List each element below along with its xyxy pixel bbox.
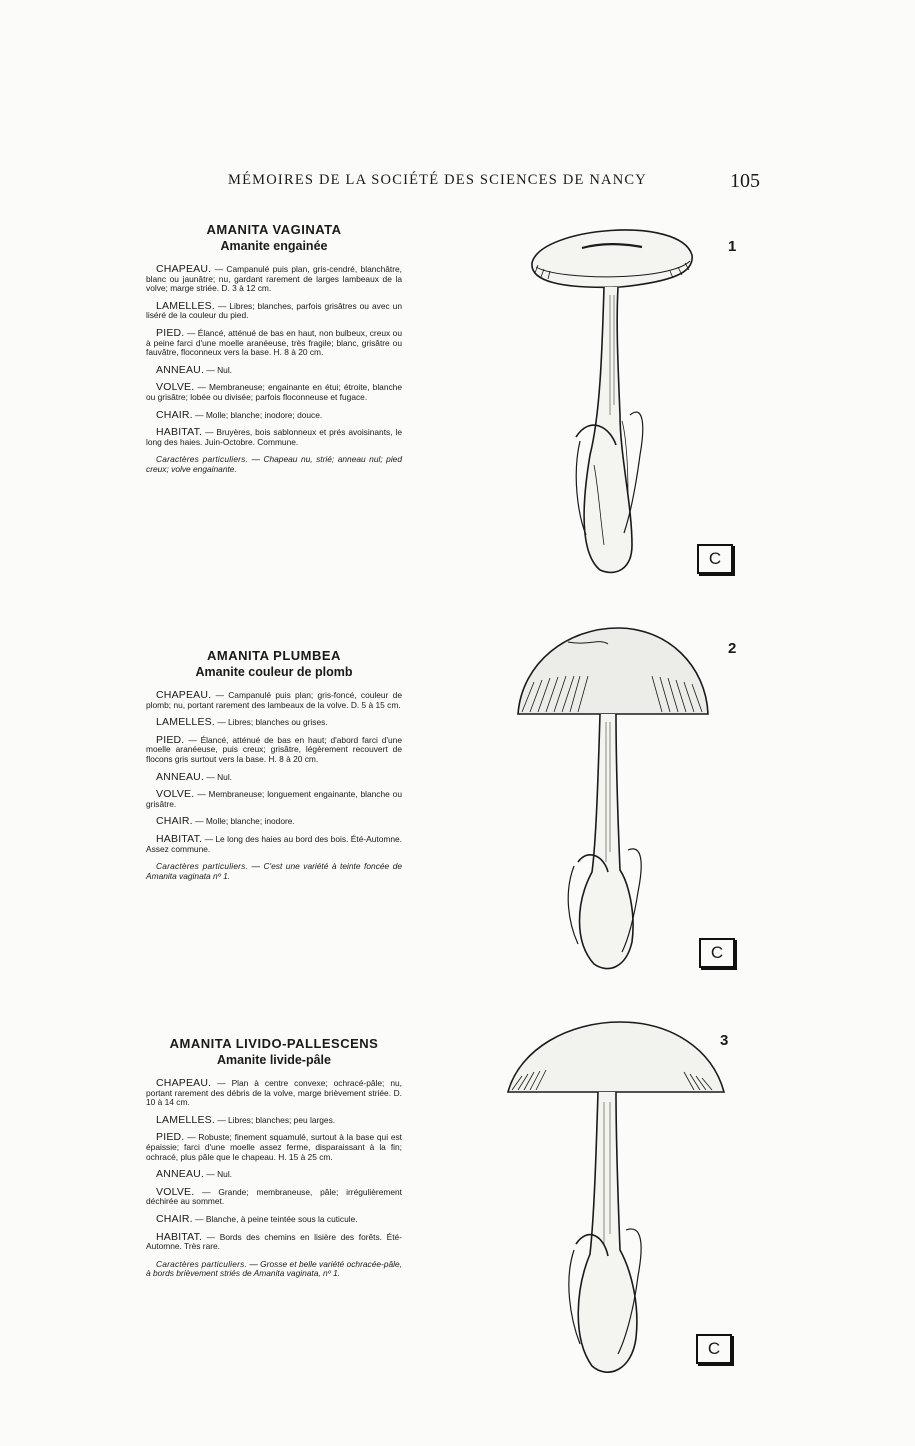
edibility-badge-3: C [696, 1334, 732, 1364]
species-entry-2 [146, 648, 402, 889]
description-chair: CHAIR. — Molle; blanche; inodore. [156, 815, 295, 828]
description-caracteres: Caractères particuliers. — C'est une variété à teinte foncée de Amanita vaginata nº 1. [146, 861, 403, 881]
running-head: MÉMOIRES DE LA SOCIÉTÉ DES SCIENCES DE NANCY [228, 172, 647, 188]
description-lamelles: LAMELLES. — Libres; blanches ou grises. [156, 716, 328, 729]
description-pied: PIED. — Élancé, atténué de bas en haut, non bulbeux, creux ou à peine farci d'une moelle aranéeuse, très fragile; blanc, grisâtre ou fauvâtre, floconneux vers la base. H. 8 à 20 cm. [146, 326, 402, 358]
description-chapeau: CHAPEAU. — Campanulé puis plan, gris-cendré, blanchâtre, blanc ou jaunâtre; nu, gardant rarement de larges lambeaux de la volve; marge striée. D. 3 à 12 cm. [146, 263, 402, 294]
species-common-name: Amanite livide-pâle [217, 1053, 331, 1067]
edibility-badge-2: C [699, 938, 735, 968]
description-anneau: ANNEAU. — Nul. [156, 1168, 233, 1181]
description-pied: PIED. — Élancé, atténué de bas en haut; d'abord farci d'une moelle aranéeuse, puis creux; grisâtre, légèrement recouvert de flocons gris surtout vers la base. H. 8 à 20 cm. [146, 733, 402, 764]
description-caracteres: Caractères particuliers. — Grosse et belle variété ochracée-pâle, à bords brièvement striés de Amanita vaginata, nº 1. [146, 1258, 402, 1279]
description-chapeau: CHAPEAU. — Campanulé puis plan; gris-foncé, couleur de plomb; nu, portant rarement des lambeaux de la volve. D. 5 à 15 cm. [146, 689, 402, 710]
edibility-badge-1: C [697, 544, 733, 574]
plate-number-3: 3 [720, 1032, 729, 1049]
description-lamelles: LAMELLES. — Libres; blanches; peu larges. [156, 1113, 336, 1126]
description-chapeau: CHAPEAU. — Plan à centre convexe; ochracé-pâle; nu, portant rarement des débris de la volve, marge brièvement striée. D. 10 à 14 cm. [146, 1077, 402, 1108]
description-anneau: ANNEAU. — Nul. [156, 363, 233, 376]
mushroom-illustration-3 [500, 1018, 730, 1388]
description-pied: PIED. — Robuste; finement squamulé, surtout à la base qui est épaissie; farci d'une moelle assez ferme, disparaissant à la fin; ochracé, plus pâle que le chapeau. H. 15 à 25 cm. [146, 1131, 402, 1162]
description-lamelles: LAMELLES. — Libres; blanches, parfois grisâtres ou avec un liséré de la couleur du pied. [146, 299, 402, 321]
description-volve: VOLVE. — Membraneuse; longuement engainante, blanche ou grisâtre. [146, 788, 402, 809]
description-caracteres: Caractères particuliers. — Chapeau nu, strié; anneau nul; pied creux; volve engainante. [146, 454, 402, 474]
species-common-name: Amanite engainée [220, 239, 328, 253]
description-habitat: HABITAT. — Bruyères, bois sablonneux et prés avoisinants, le long des haies. Juin-Octobre. Commune. [146, 426, 402, 447]
description-anneau: ANNEAU. — Nul. [156, 770, 233, 783]
description-volve: VOLVE. — Grande; membraneuse, pâle; irrégulièrement déchirée au sommet. [146, 1185, 402, 1207]
species-common-name: Amanite couleur de plomb [195, 665, 353, 679]
species-entry-3 [146, 1036, 402, 1287]
description-chair: CHAIR. — Molle; blanche; inodore; douce. [156, 408, 323, 421]
mushroom-illustration-2 [508, 622, 718, 992]
species-title: AMANITA PLUMBEA [207, 648, 341, 663]
description-chair: CHAIR. — Blanche, à peine teintée sous la cuticule. [156, 1212, 358, 1225]
description-volve: VOLVE. — Membraneuse; engainante en étui; étroite, blanche ou grisâtre; lobée ou divisée; parfois floconneuse et fugace. [146, 381, 402, 402]
species-title: AMANITA LIVIDO-PALLESCENS [169, 1036, 379, 1051]
species-entry-1 [146, 222, 402, 483]
page-number: 105 [730, 170, 760, 192]
mushroom-illustration-1 [520, 215, 710, 585]
description-habitat: HABITAT. — Bords des chemins en lisière des forêts. Été-Automne. Très rare. [146, 1230, 402, 1252]
plate-number-2: 2 [728, 640, 737, 657]
plate-number-1: 1 [728, 238, 737, 255]
description-habitat: HABITAT. — Le long des haies au bord des bois. Été-Automne. Assez commune. [146, 832, 402, 854]
species-title: AMANITA VAGINATA [206, 222, 342, 237]
